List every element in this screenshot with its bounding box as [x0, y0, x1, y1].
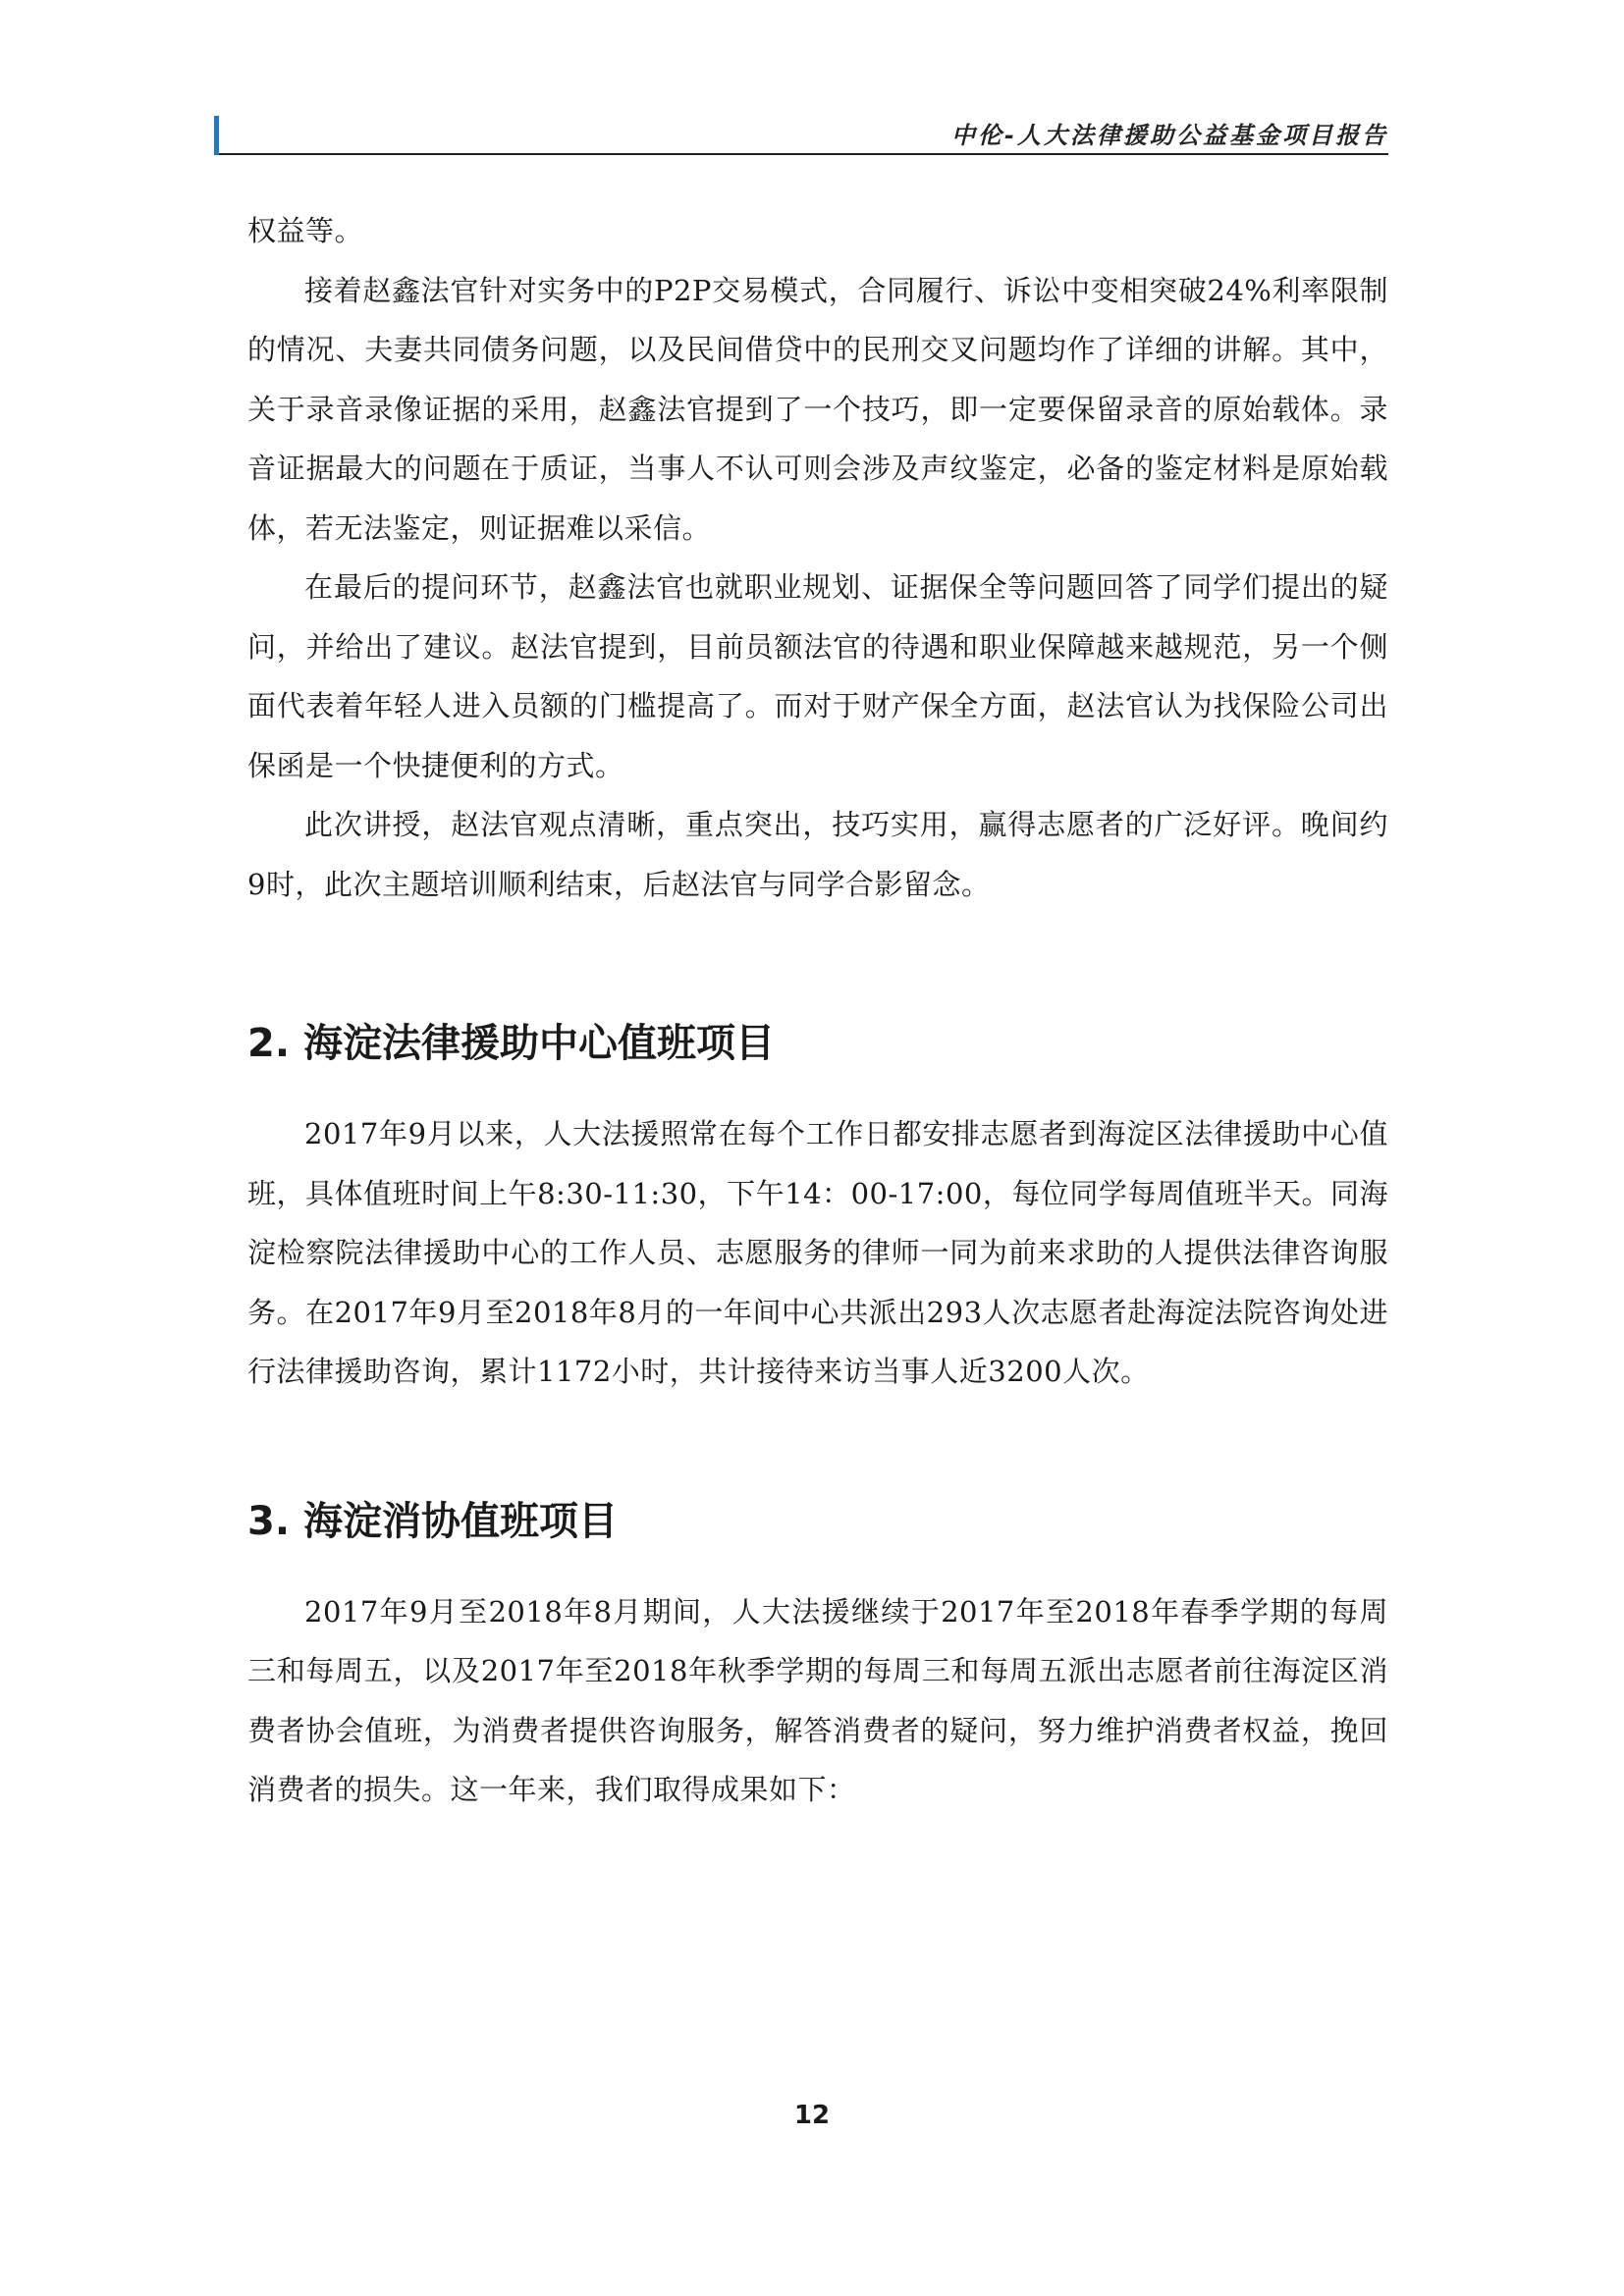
header-accent-bar — [214, 116, 219, 155]
page-number: 12 — [793, 2101, 831, 2130]
header-rule — [219, 153, 1388, 155]
section-heading-consumer-association: 3. 海淀消协值班项目 — [247, 1498, 618, 1544]
paragraph-legal-aid-center: 2017年9月以来，人大法援照常在每个工作日都安排志愿者到海淀区法律援助中心值班，具体值班时间上午8:30-11:30，下午14：00-17:00，每位同学每周值班半天。同海淀检察院法律援助中心的工作人员、志愿服务的律师一同为前来求助的人提供法律咨询服务。在2017年9月至2018年8月的一年间中心共派出293人次志愿者赴海淀法院咨询处进行法律援助咨询，累计1172小时，共计接待来访当事人近3200人次。 — [247, 1117, 1388, 1388]
paragraph-lecture-content: 接着赵鑫法官针对实务中的P2P交易模式，合同履行、诉讼中变相突破24%利率限制的情况、夫妻共同债务问题，以及民间借贷中的民刑交叉问题均作了详细的讲解。其中，关于录音录像证据的采用，赵鑫法官提到了一个技巧，即一定要保留录音的原始载体。录音证据最大的问题在于质证，当事人不认可则会涉及声纹鉴定，必备的鉴定材料是原始载体，若无法鉴定，则证据难以采信。 — [247, 273, 1388, 545]
paragraph-qa-session: 在最后的提问环节，赵鑫法官也就职业规划、证据保全等问题回答了同学们提出的疑问，并给出了建议。赵法官提到，目前员额法官的待遇和职业保障越来越规范，另一个侧面代表着年轻人进入员额的门槛提高了。而对于财产保全方面，赵法官认为找保险公司出保函是一个快捷便利的方式。 — [247, 570, 1388, 782]
section-heading-legal-aid-center: 2. 海淀法律援助中心值班项目 — [247, 1021, 775, 1066]
paragraph-consumer-association: 2017年9月至2018年8月期间，人大法援继续于2017年至2018年春季学期的每周三和每周五，以及2017年至2018年秋季学期的每周三和每周五派出志愿者前往海淀区消费者协会值班，为消费者提供咨询服务，解答消费者的疑问，努力维护消费者权益，挽回消费者的损失。这一年来，我们取得成果如下： — [247, 1594, 1388, 1806]
page-content — [247, 201, 1388, 1820]
paragraph-conclusion: 此次讲授，赵法官观点清晰，重点突出，技巧实用，赢得志愿者的广泛好评。晚间约9时，此次主题培训顺利结束，后赵法官与同学合影留念。 — [247, 808, 1388, 901]
page-header — [214, 110, 1388, 153]
header-title: 中伦-人大法律援助公益基金项目报告 — [951, 122, 1388, 149]
paragraph-continuation: 权益等。 — [247, 214, 364, 247]
